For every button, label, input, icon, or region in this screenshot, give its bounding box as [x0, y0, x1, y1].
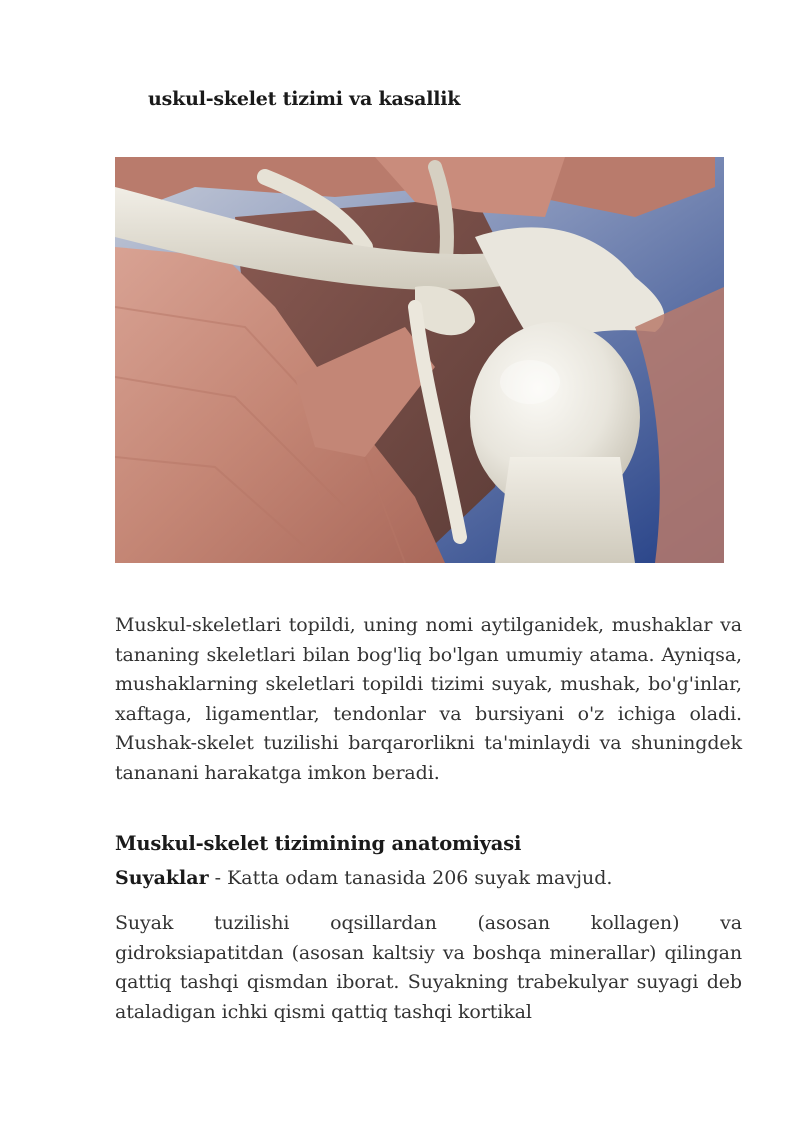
shoulder-anatomy-image — [115, 157, 724, 563]
bones-lead-line — [115, 864, 612, 894]
page-title: uskul-skelet tizimi va kasallik — [148, 88, 461, 110]
bones-lead-text: - Katta odam tanasida 206 suyak mavjud. — [208, 867, 613, 889]
bones-term: Suyaklar — [115, 867, 209, 889]
intro-paragraph: Muskul-skeletlari topildi, uning nomi aytilganidek, mushaklar va tananing skeletlari bilan bog'liq bo'lgan umumiy atama. Ayniqsa, mushaklarning skeletlari topildi tizimi suyak, mushak, bo'g'inlar, xaftaga, ligamentlar, tendonlar va bursiyani o'z ichiga oladi. Mushak-skelet tuzilishi barqarorlikni ta'minlaydi va shuningdek tananani harakatga imkon beradi. — [115, 614, 742, 784]
bone-structure-paragraph: Suyak tuzilishi oqsillardan (asosan kollagen) va gidroksiapatitdan (asosan kaltsiy va boshqa minerallar) qilingan qattiq tashqi qismdan iborat. Suyakning trabekulyar suyagi deb ataladigan ichki qismi qattiq tashqi kortikal — [115, 912, 742, 1023]
section-heading: Muskul-skelet tizimining anatomiyasi — [115, 832, 522, 855]
